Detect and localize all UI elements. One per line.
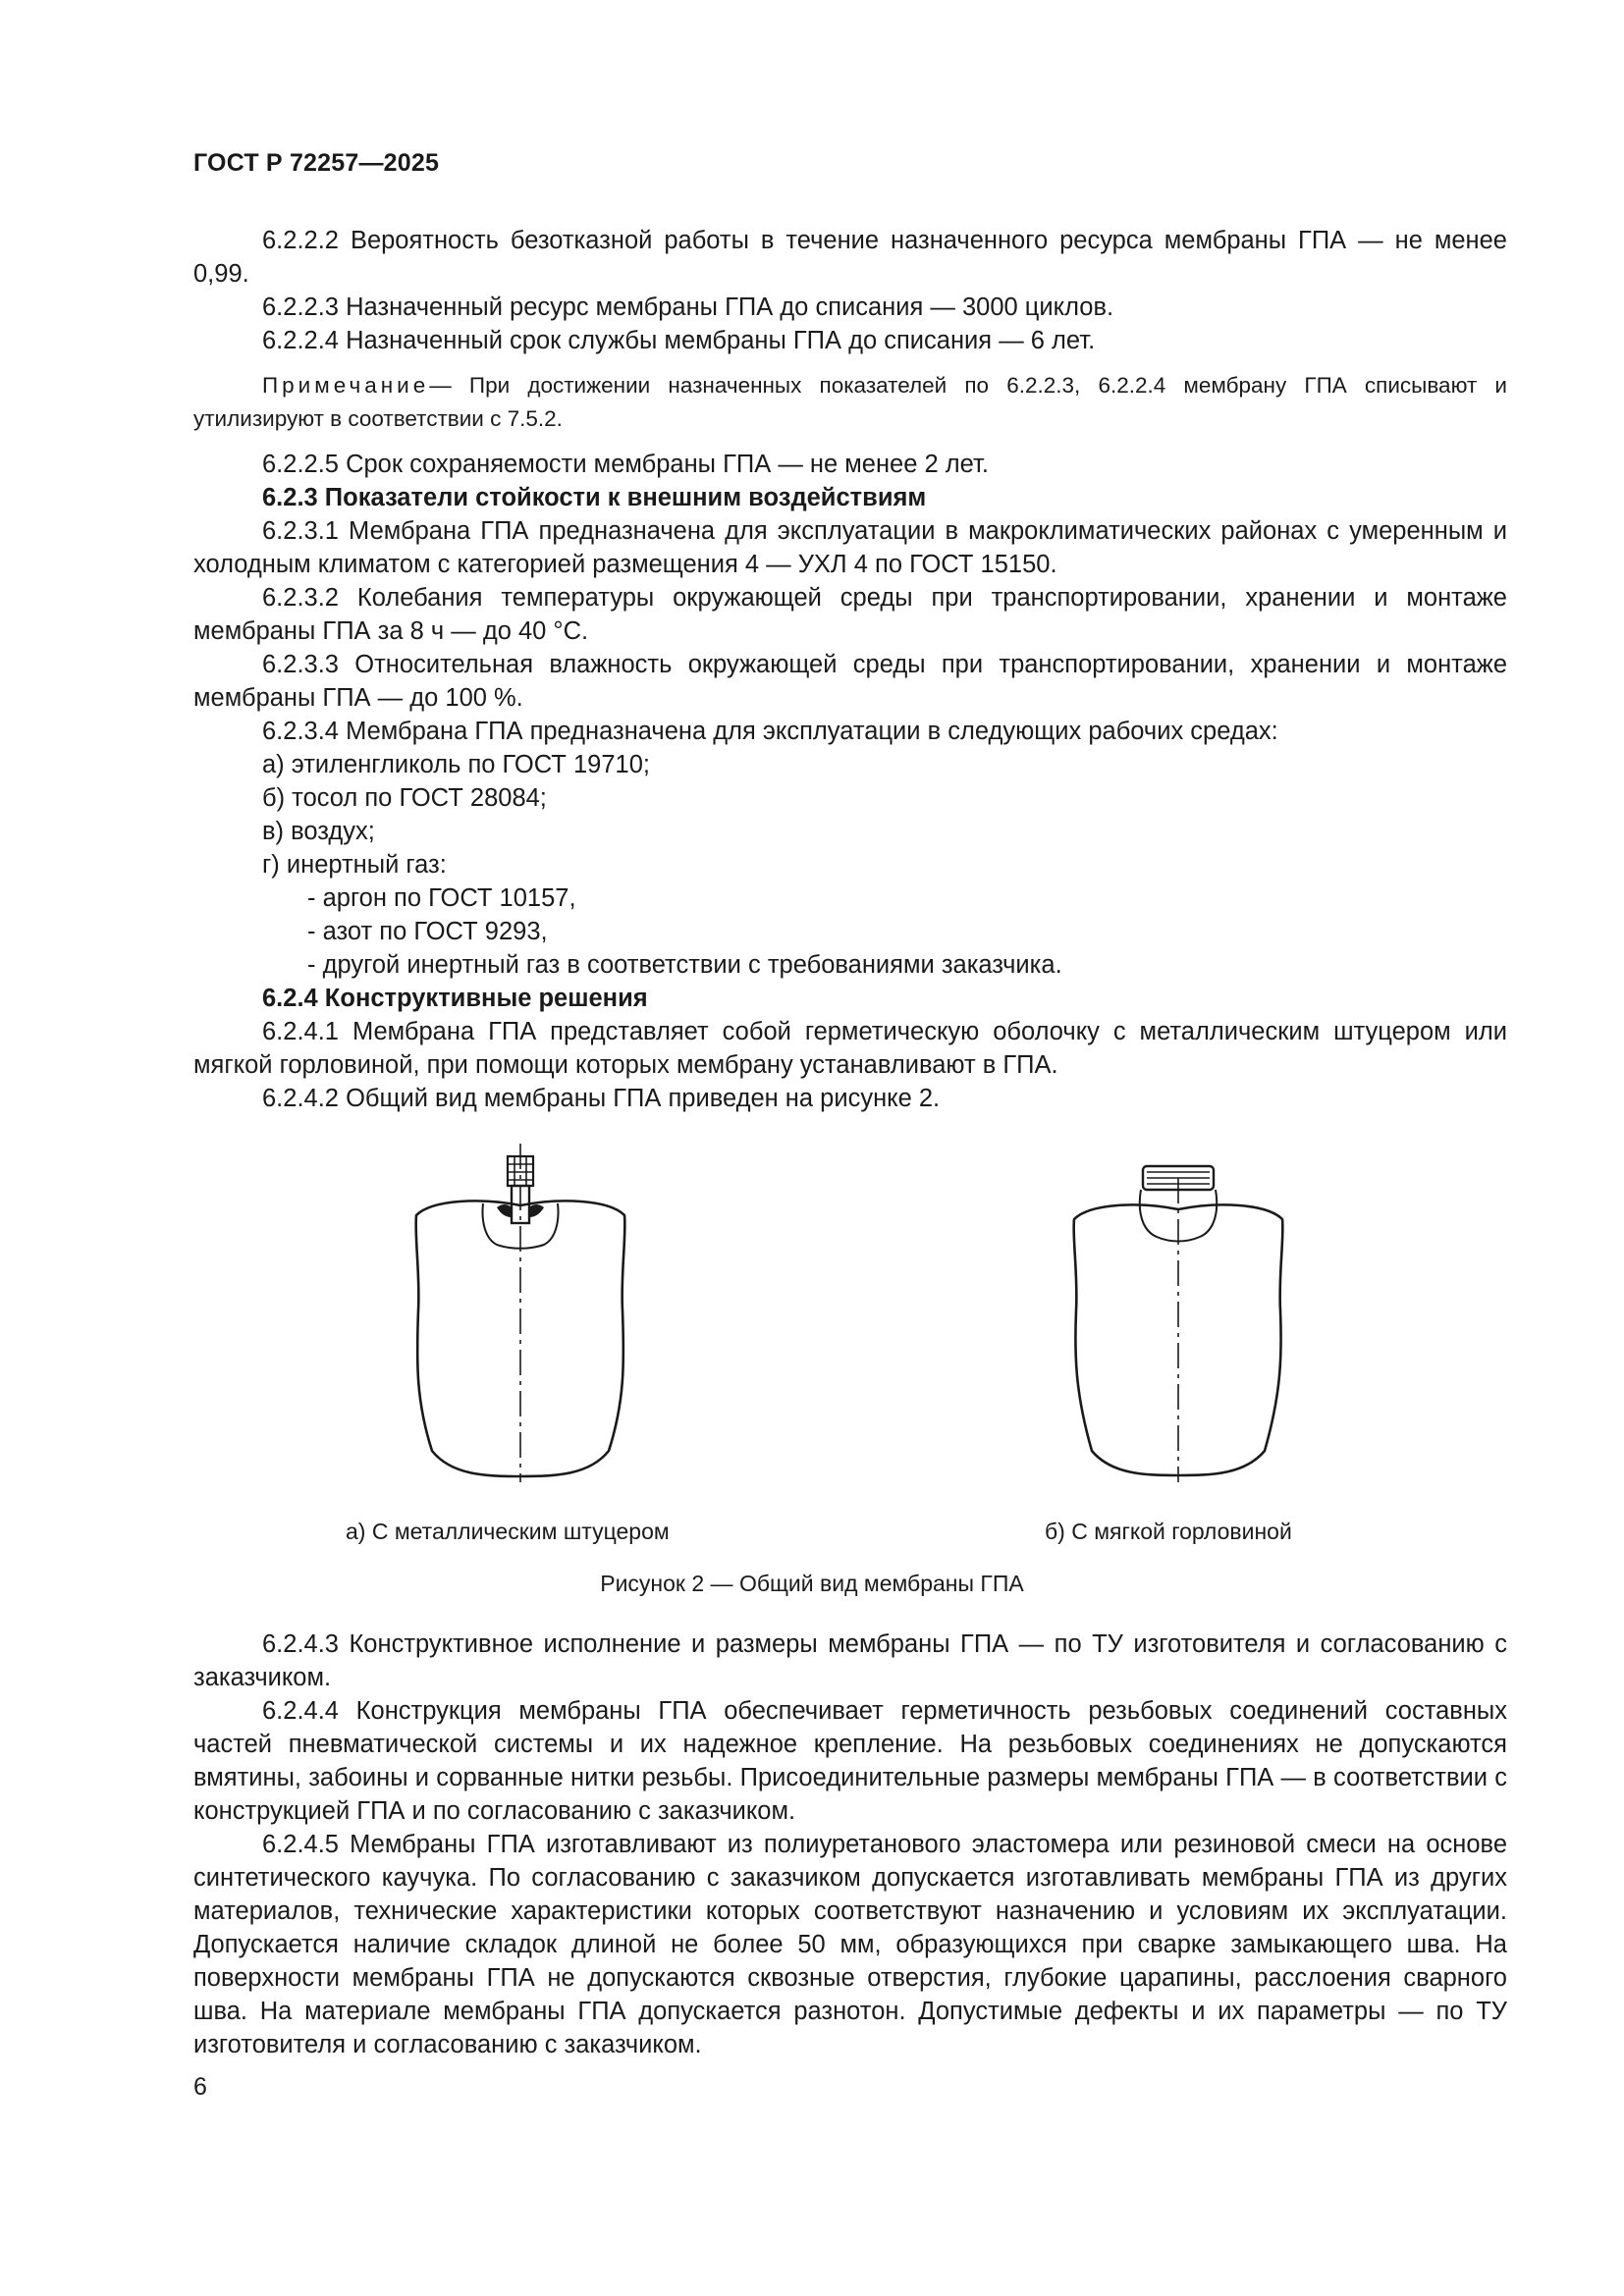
paragraph-6-2-3-2: 6.2.3.2 Колебания температуры окружающей среды при транспортировании, хранении и монтаже мембраны ГПА за 8 ч — до 40 °С. [193, 584, 1507, 645]
paragraph-6-2-2-3: 6.2.2.3 Назначенный ресурс мембраны ГПА до списания — 3000 циклов. [262, 294, 1114, 321]
note-label: Примечание [262, 373, 430, 398]
figure-2 [0, 1139, 1624, 1596]
text-block-top [193, 224, 1507, 1115]
paragraph-6-2-3-3: 6.2.3.3 Относительная влажность окружающей среды при транспортировании, хранении и монтаже мембраны ГПА — до 100 %. [193, 651, 1507, 712]
figure-title: Рисунок 2 — Общий вид мембраны ГПА [600, 1571, 1024, 1596]
list-item-v: в) воздух; [262, 818, 375, 845]
paragraph-6-2-4-1: 6.2.4.1 Мембрана ГПА представляет собой герметическую оболочку с металлическим штуцером или мягкой горловиной, при помощи которых мембрану устанавливают в ГПА. [193, 1018, 1507, 1079]
figure-caption-b: б) С мягкой горловиной [1045, 1519, 1292, 1544]
list-item-b: б) тосол по ГОСТ 28084; [262, 784, 547, 812]
paragraph-6-2-2-5: 6.2.2.5 Срок сохраняемости мембраны ГПА — не менее 2 лет. [262, 451, 989, 478]
note-text: — При достижении назначенных показателей по 6.2.2.3, 6.2.2.4 мембрану ГПА списывают и утилизируют в соответствии с 7.5.2. [193, 373, 1507, 431]
paragraph-6-2-4-4: 6.2.4.4 Конструкция мембраны ГПА обеспечивает герметичность резьбовых соединений составных частей пневматической системы и их надежное крепление. На резьбовых соединениях не допускаются вмятины, забоины и сорванные нитки резьбы. Присоединительные размеры мембраны ГПА — в соответствии с конструкцией ГПА и по согласованию с заказчиком. [193, 1697, 1507, 1825]
sublist-item-azot: - азот по ГОСТ 9293, [307, 918, 548, 945]
paragraph-6-2-4-5: 6.2.4.5 Мембраны ГПА изготавливают из полиуретанового эластомера или резиновой смеси на основе синтетического каучука. По согласованию с заказчиком допускается изготавливать мембраны ГПА из других материалов, технические характеристики которых соответствуют назначению и условиям их эксплуатации. Допускается наличие складок длиной не более 50 мм, образующихся при сварке замыкающего шва. На поверхности мембраны ГПА не допускаются сквозные отверстия, глубокие царапины, расслоения сварного шва. На материале мембраны ГПА допускается разнотон. Допустимые дефекты и их параметры — по ТУ изготовителя и согласованию с заказчиком. [193, 1831, 1507, 2058]
heading-6-2-3: 6.2.3 Показатели стойкости к внешним воздействиям [262, 484, 927, 511]
note-paragraph [193, 369, 1507, 436]
text-block-bottom [193, 1628, 1507, 2061]
membrane-soft-neck-drawing [1051, 1139, 1306, 1492]
page-number: 6 [193, 2073, 207, 2101]
list-item-a: а) этиленгликоль по ГОСТ 19710; [262, 751, 650, 778]
paragraph-6-2-4-2: 6.2.4.2 Общий вид мембраны ГПА приведен на рисунке 2. [262, 1085, 941, 1112]
list-item-g: г) инертный газ: [262, 851, 447, 879]
heading-6-2-4: 6.2.4 Конструктивные решения [262, 985, 648, 1012]
paragraph-6-2-2-4: 6.2.2.4 Назначенный срок службы мембраны ГПА до списания — 6 лет. [262, 327, 1096, 354]
figure-caption-a: а) С металлическим штуцером [346, 1519, 670, 1544]
paragraph-6-2-3-1: 6.2.3.1 Мембрана ГПА предназначена для эксплуатации в макроклиматических районах с умеренным и холодным климатом с категорией размещения 4 — УХЛ 4 по ГОСТ 15150. [193, 517, 1507, 578]
sublist-item-argon: - аргон по ГОСТ 10157, [307, 884, 576, 912]
paragraph-6-2-3-4: 6.2.3.4 Мембрана ГПА предназначена для эксплуатации в следующих рабочих средах: [262, 718, 1278, 745]
membrane-metal-fitting-drawing [393, 1139, 648, 1492]
paragraph-6-2-2-2: 6.2.2.2 Вероятность безотказной работы в течение назначенного ресурса мембраны ГПА — не менее 0,99. [193, 227, 1507, 288]
sublist-item-other: - другой инертный газ в соответствии с требованиями заказчика. [307, 951, 1062, 979]
document-header-title: ГОСТ Р 72257—2025 [193, 149, 440, 177]
paragraph-6-2-4-3: 6.2.4.3 Конструктивное исполнение и размеры мембраны ГПА — по ТУ изготовителя и согласованию с заказчиком. [193, 1630, 1507, 1691]
